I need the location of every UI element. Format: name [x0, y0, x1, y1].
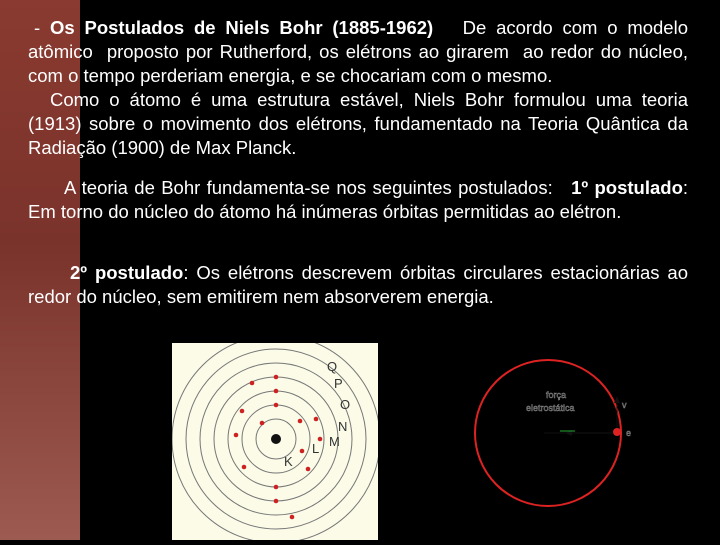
- shell-label-o: O: [340, 397, 351, 412]
- postulates-paragraph: [28, 176, 688, 224]
- postulate2-paragraph: [28, 261, 688, 309]
- shell-label-p: P: [334, 376, 343, 391]
- bohr-theory-text: Como o átomo é uma estrutura estável, Niels Bohr formulou uma teoria (1913) sobre o movimento dos elétrons, fundamentado na Teoria Quântica da Radiação (1900) de Max Planck.: [28, 89, 688, 158]
- velocity-label: v: [622, 400, 627, 410]
- electron: [250, 381, 255, 386]
- electron: [242, 465, 247, 470]
- electron: [306, 467, 311, 472]
- postulate1-label: 1º postulado: [571, 177, 683, 198]
- postulate2-text: : Os elétrons descrevem órbitas circulares estacionárias ao redor do núcleo, sem emitirem nem absorverem energia.: [28, 262, 688, 307]
- postulate2-label: 2º postulado: [70, 262, 184, 283]
- orbits-diagram: [172, 343, 378, 540]
- electron: [260, 421, 265, 426]
- force-diagram: [462, 353, 642, 513]
- electron: [314, 417, 319, 422]
- force-label-line2: eletrostática: [526, 403, 575, 413]
- electron: [274, 403, 279, 408]
- electron: [290, 515, 295, 520]
- electron: [298, 419, 303, 424]
- electron: [274, 485, 279, 490]
- force-label-line1: força: [546, 390, 567, 400]
- shell-label-m: M: [329, 434, 340, 449]
- nucleus: [271, 434, 281, 444]
- shell-label-q: Q: [327, 359, 338, 374]
- postulate1-text: : Em torno do núcleo do átomo há inúmeras órbitas permitidas ao elétron.: [28, 177, 689, 222]
- electron: [274, 499, 279, 504]
- electron-label: e: [626, 428, 632, 438]
- electron: [240, 409, 245, 414]
- rutherford-text: De acordo com o modelo atômico proposto por Rutherford, os elétrons ao girarem ao redor do núcleo, com o tempo perderiam energia, e se chocariam com o mesmo.: [28, 17, 694, 86]
- electron: [274, 389, 279, 394]
- electron-dot: [613, 428, 621, 436]
- postulates-intro: A teoria de Bohr fundamenta-se nos seguintes postulados:: [64, 177, 553, 198]
- electron: [234, 433, 239, 438]
- shell-label-k: K: [284, 454, 293, 469]
- shell-label-l: L: [312, 441, 320, 456]
- velocity-arrowhead: [614, 396, 620, 403]
- electron: [274, 375, 279, 380]
- shell-label-n: N: [338, 419, 348, 434]
- bohr-orbits-figure: [172, 343, 378, 540]
- lead-dash: -: [34, 17, 50, 38]
- section-heading: Os Postulados de Niels Bohr (1885-1962): [49, 17, 434, 38]
- electrostatic-force-figure: [462, 353, 642, 513]
- intro-paragraph: [28, 16, 694, 160]
- electron: [300, 449, 305, 454]
